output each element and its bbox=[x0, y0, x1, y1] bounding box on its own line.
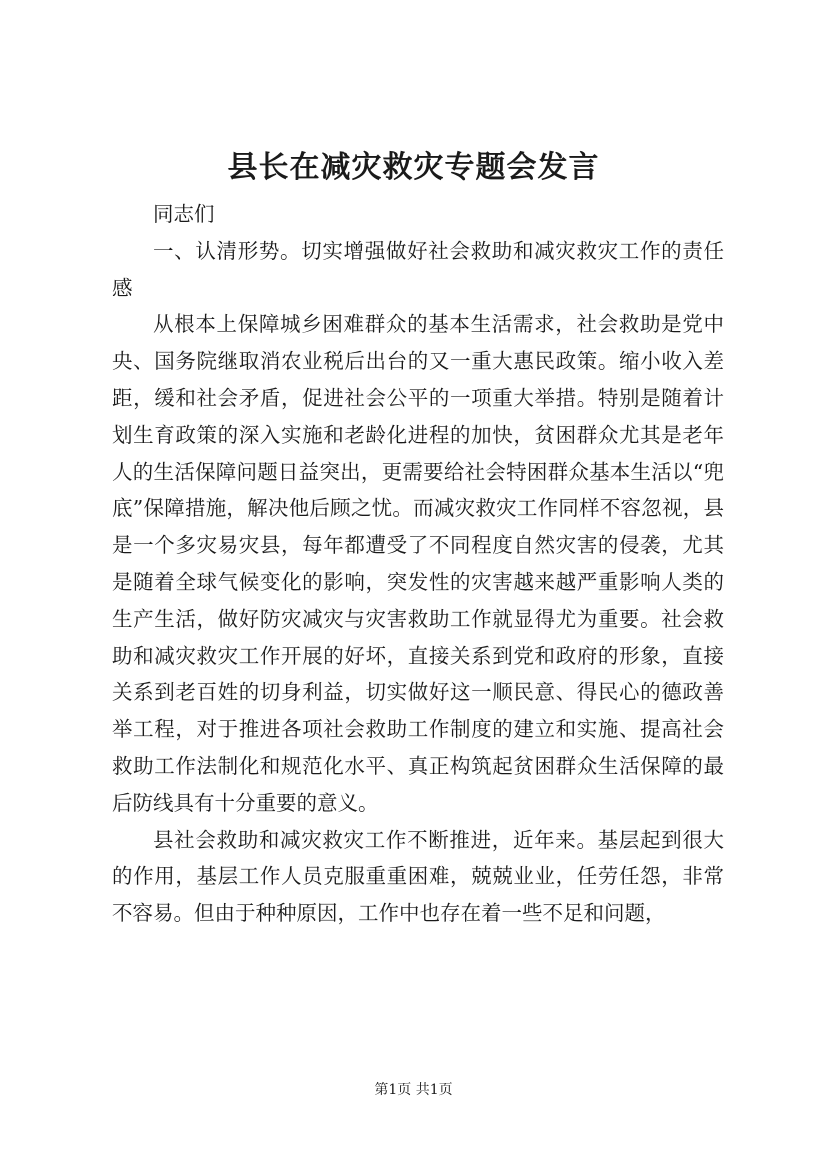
document-body bbox=[112, 196, 724, 932]
page-footer: 第1页 共1页 bbox=[374, 1082, 453, 1098]
paragraph-section-heading: 一、认清形势。切实增强做好社会救助和减灾救灾工作的责任感 bbox=[112, 238, 724, 300]
document-title: 县长在减灾救灾专题会发言 bbox=[227, 150, 600, 185]
paragraph-body-2: 县社会救助和减灾救灾工作不断推进，近年来。基层起到很大的作用，基层工作人员克服重重困难，兢兢业业，任劳任怨，非常不容易。但由于种种原因，工作中也存在着一些不足和问题， bbox=[112, 827, 724, 926]
paragraph-body-1: 从根本上保障城乡困难群众的基本生活需求，社会救助是党中央、国务院继取消农业税后出台的又一重大惠民政策。缩小收入差距，缓和社会矛盾，促进社会公平的一项重大举措。特别是随着计划生育政策的深入实施和老龄化进程的加快，贫困群众尤其是老年人的生活保障问题日益突出，更需要给社会特困群众基本生活以“兜底”保障措施，解决他后顾之忧。而减灾救灾工作同样不容忽视，县是一个多灾易灾县，每年都遭受了不同程度自然灾害的侵袭，尤其是随着全球气候变化的影响，突发性的灾害越来越严重影响人类的生产生活，做好防灾减灾与灾害救助工作就显得尤为重要。社会救助和减灾救灾工作开展的好坏，直接关系到党和政府的形象，直接关系到老百姓的切身利益，切实做好这一顺民意、得民心的德政善举工程，对于推进各项社会救助工作制度的建立和实施、提高社会救助工作法制化和规范化水平、真正构筑起贫困群众生活保障的最后防线具有十分重要的意义。 bbox=[112, 312, 724, 815]
paragraph-salutation: 同志们 bbox=[153, 202, 215, 226]
